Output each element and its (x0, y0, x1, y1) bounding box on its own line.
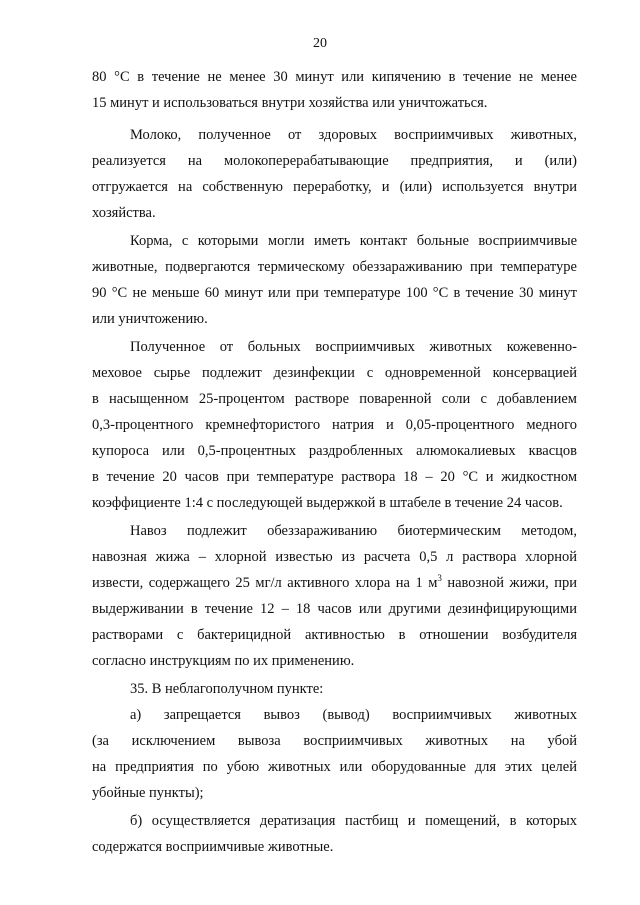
paragraph-line: согласно инструкциям по их применению. (92, 653, 355, 669)
paragraph-line: Корма, с которыми могли иметь контакт больные восприимчивые (130, 233, 577, 249)
paragraph-line: Навоз подлежит обеззараживанию биотермическим методом, (130, 523, 577, 539)
line-text: извести, содержащего 25 мг/л активного хлора на 1 м (92, 575, 438, 591)
superscript-cubic: 3 (437, 573, 442, 584)
line-text: навозной жижи, при (441, 575, 577, 591)
paragraph-line: коэффициенте 1:4 с последующей выдержкой в штабеле в течение 24 часов. (92, 495, 563, 511)
paragraph-line: хозяйства. (92, 205, 156, 221)
paragraph-line: в насыщенном 25-процентом растворе поваренной соли с добавлением (92, 391, 577, 407)
paragraph-line: 90 °С не меньше 60 минут или при температуре 100 °С в течение 30 минут (92, 285, 577, 301)
paragraph-line: отгружается на собственную переработку, и (или) используется внутри (92, 179, 577, 195)
paragraph-line: Молоко, полученное от здоровых восприимчивых животных, (130, 127, 577, 143)
paragraph-line: убойные пункты); (92, 785, 204, 801)
paragraph-line: или уничтожению. (92, 311, 208, 327)
paragraph-line: растворами с бактерицидной активностью в отношении возбудителя (92, 627, 577, 643)
page-number: 20 (313, 36, 327, 51)
paragraph-line: (за исключением вывоза восприимчивых животных на убой (92, 733, 577, 749)
paragraph-line: 0,3-процентного кремнефтористого натрия и 0,05-процентного медного (92, 417, 577, 433)
paragraph-line: навозная жижа – хлорной известью из расчета 0,5 л раствора хлорной (92, 549, 577, 565)
paragraph-line: содержатся восприимчивые животные. (92, 839, 334, 855)
list-item-a: а) запрещается вывоз (вывод) восприимчивых животных (130, 707, 577, 723)
paragraph-line: выдерживании в течение 12 – 18 часов или другими дезинфицирующими (92, 601, 577, 617)
paragraph-line: меховое сырье подлежит дезинфекции с одновременной консервацией (92, 365, 577, 381)
paragraph-line: реализуется на молокоперерабатывающие предприятия, и (или) (92, 153, 577, 169)
paragraph-line: на предприятия по убою животных или оборудованные для этих целей (92, 759, 577, 775)
paragraph-line: 15 минут и использоваться внутри хозяйства или уничтожаться. (92, 95, 488, 111)
list-item-b: б) осуществляется дератизация пастбищ и помещений, в которых (130, 813, 577, 829)
paragraph-line: в течение 20 часов при температуре раствора 18 – 20 °С и жидкостном (92, 469, 577, 485)
section-heading: 35. В неблагополучном пункте: (130, 681, 324, 697)
paragraph-line: животные, подвергаются термическому обеззараживанию при температуре (92, 259, 577, 275)
paragraph-line: 80 °С в течение не менее 30 минут или кипячению в течение не менее (92, 69, 577, 85)
paragraph-line (92, 574, 577, 592)
paragraph-line: купороса или 0,5-процентных раздробленных алюмокалиевых квасцов (92, 443, 577, 459)
paragraph-line: Полученное от больных восприимчивых животных кожевенно- (130, 339, 577, 355)
